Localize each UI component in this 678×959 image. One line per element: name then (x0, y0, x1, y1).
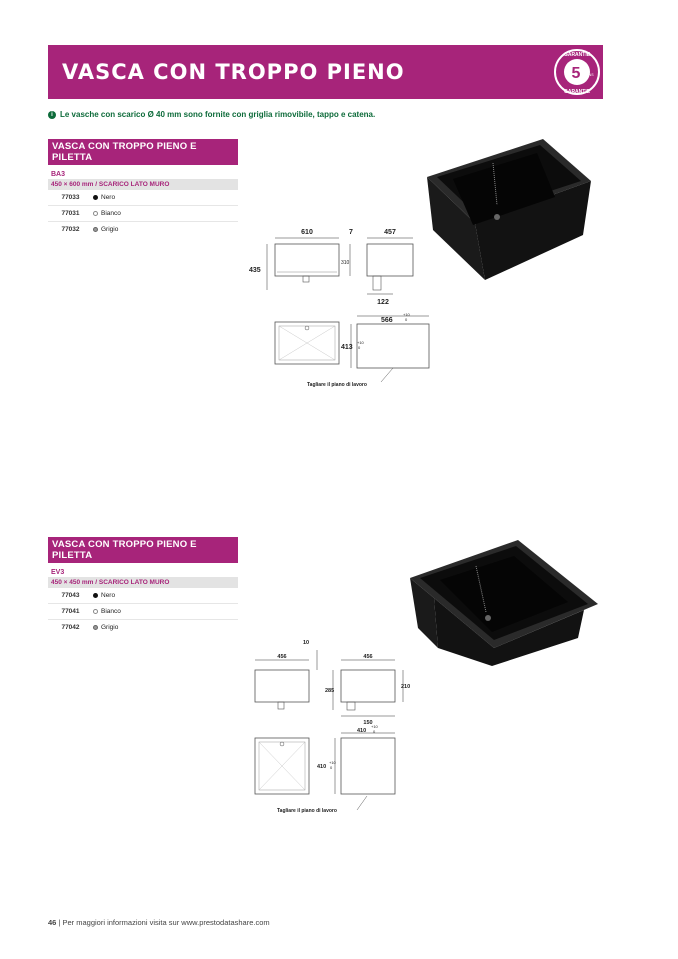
dim-cut-width: 566 (381, 317, 393, 324)
dim-height: 285 (325, 688, 335, 694)
dim-cut-depth-tol: +10 (357, 340, 364, 345)
dim-depth: 456 (363, 654, 373, 660)
info-note-text: Le vasche con scarico Ø 40 mm sono fornite con griglia rimovibile, tappo e catena. (60, 110, 376, 119)
page-number: 46 (48, 918, 57, 927)
cut-label: Tagliare il piano di lavoro (307, 382, 367, 388)
color-swatch-black (93, 593, 98, 598)
variant-color: Grigio (101, 624, 119, 631)
variant-code: 77043 (61, 592, 80, 599)
dim-drain-offset: 150 (363, 720, 373, 726)
warranty-badge (553, 48, 601, 96)
model-code: BA3 (51, 171, 66, 178)
variant-color: Nero (101, 592, 116, 599)
variant-row (48, 588, 238, 604)
dim-drain-offset: 122 (377, 299, 389, 306)
sink-image-ev3 (408, 538, 602, 668)
technical-drawing-ev3 (245, 640, 435, 820)
dim-cut-width-tol: +10 (403, 312, 410, 317)
page-title: VASCA CON TROPPO PIENO (62, 60, 405, 84)
dim-width: 610 (301, 229, 313, 236)
dim-inner-height: 210 (401, 684, 411, 690)
sink-image-ba3 (425, 135, 595, 285)
color-swatch-black (93, 195, 98, 200)
dim-cut-depth-tol2: 0 (330, 765, 333, 770)
dim-width: 456 (277, 654, 287, 660)
page-footer (48, 918, 270, 927)
variant-color: Bianco (101, 608, 121, 615)
model-dimensions: 450 × 600 mm / SCARICO LATO MURO (48, 179, 238, 190)
info-bullet-icon: i (48, 111, 56, 119)
badge-number: 5 (571, 65, 581, 82)
cut-label: Tagliare il piano di lavoro (277, 808, 337, 814)
info-note (48, 110, 375, 119)
variant-code: 77032 (61, 226, 80, 233)
variant-row (48, 190, 238, 206)
variant-row (48, 604, 238, 620)
product-section-ba3 (48, 139, 238, 237)
variant-color: Nero (101, 194, 116, 201)
variant-row (48, 620, 238, 635)
footer-separator: | (58, 918, 61, 927)
model-code: EV3 (51, 569, 65, 576)
section-title: VASCA CON TROPPO PIENO E PILETTA (48, 537, 238, 563)
dim-cut-width-tol: +10 (371, 724, 378, 729)
page-header (48, 45, 603, 99)
section-title: VASCA CON TROPPO PIENO E PILETTA (48, 139, 238, 165)
variant-code: 77031 (61, 210, 80, 217)
color-swatch-grey (93, 227, 98, 232)
badge-top-text: GARANTIE (563, 52, 591, 58)
model-dimensions: 450 × 450 mm / SCARICO LATO MURO (48, 577, 238, 588)
dim-height: 435 (249, 267, 261, 274)
dim-gap: 7 (349, 229, 353, 236)
color-swatch-white (93, 609, 98, 614)
dim-cut-width-tol2: 0 (405, 317, 408, 322)
technical-drawing-ba3 (245, 222, 435, 400)
variant-code: 77033 (61, 194, 80, 201)
variant-code: 77042 (61, 624, 80, 631)
dim-cut-depth-tol2: 0 (358, 345, 361, 350)
dim-cut-depth-tol: +10 (329, 760, 336, 765)
dim-cut-width: 410 (357, 728, 367, 734)
variant-color: Grigio (101, 226, 119, 233)
variant-row (48, 206, 238, 222)
dim-cut-width-tol2: 0 (373, 729, 376, 734)
variant-code: 77041 (61, 608, 80, 615)
dim-gap: 10 (303, 640, 310, 646)
footer-text: Per maggiori informazioni visita sur www.prestodatashare.com (62, 918, 270, 927)
color-swatch-white (93, 211, 98, 216)
badge-bottom-text: GARANTIE (563, 89, 591, 95)
product-section-ev3 (48, 537, 238, 635)
color-swatch-grey (93, 625, 98, 630)
badge-unit: ANS (586, 73, 594, 77)
dim-cut-depth: 410 (317, 764, 327, 770)
variant-color: Bianco (101, 210, 121, 217)
dim-inner-height: 310 (341, 260, 350, 266)
dim-depth: 457 (384, 229, 396, 236)
variant-row (48, 222, 238, 237)
dim-cut-depth: 413 (341, 344, 353, 351)
